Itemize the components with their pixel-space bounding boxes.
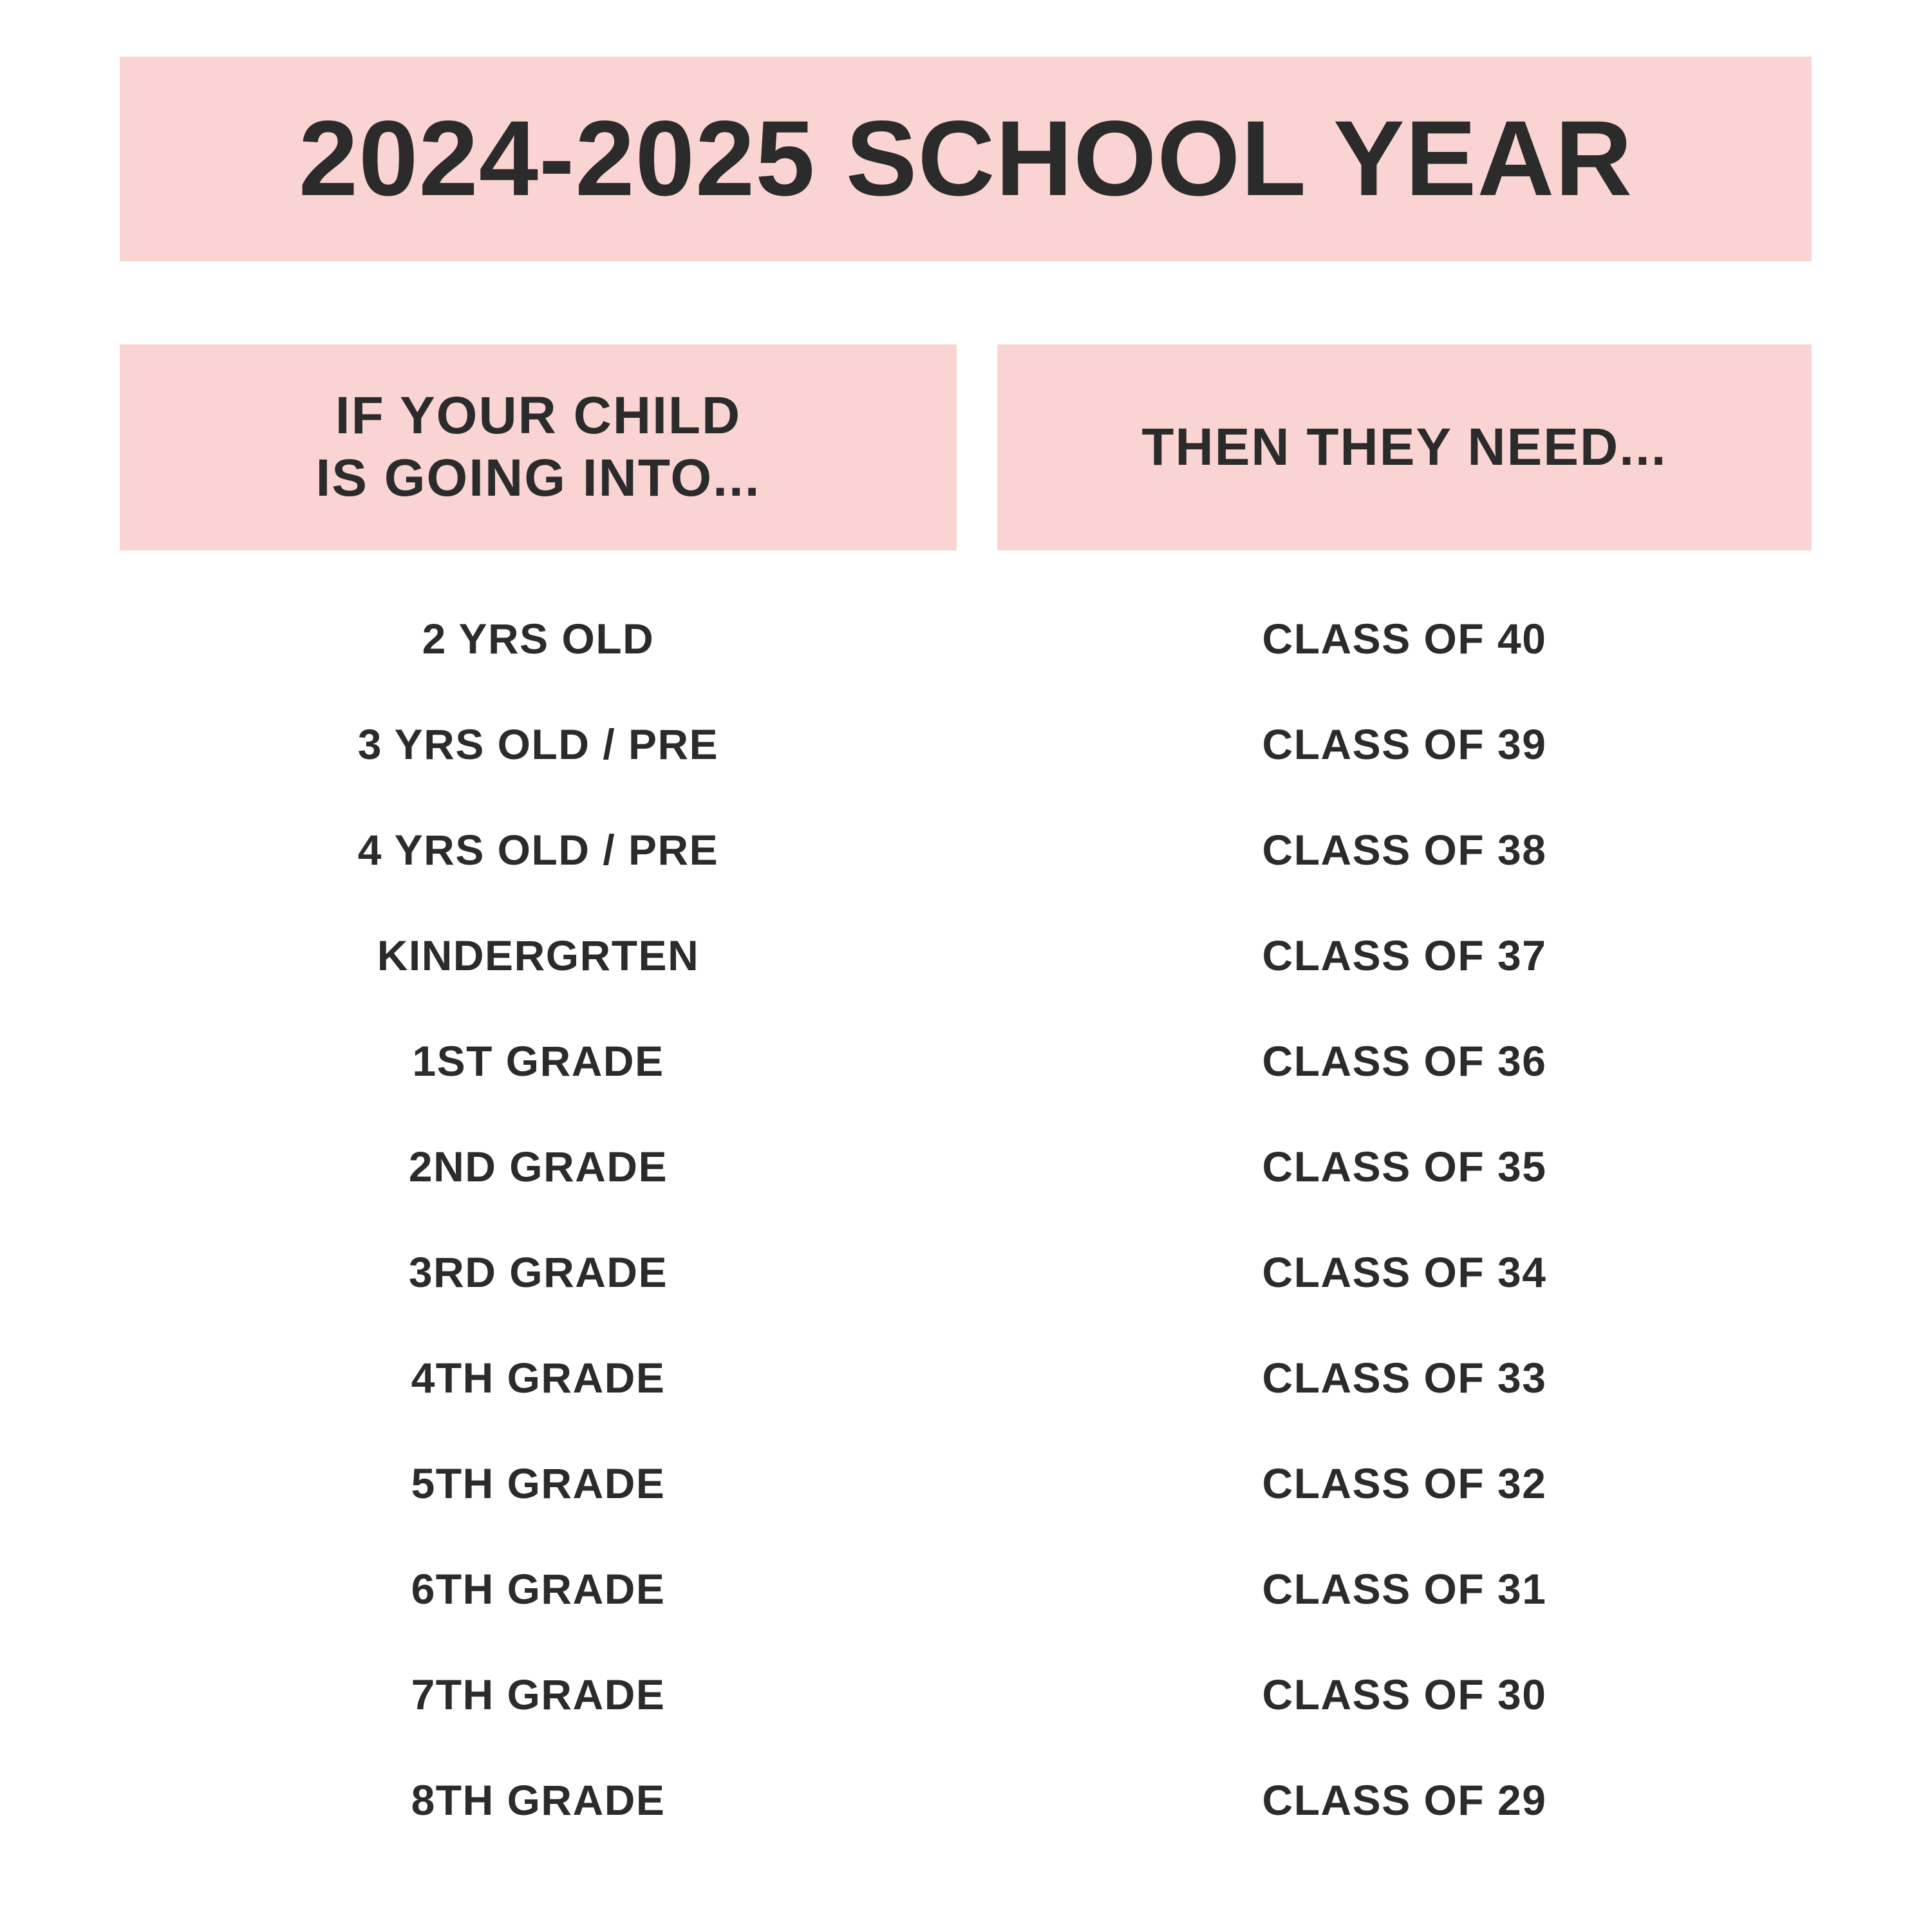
grade-cell: 4TH GRADE [411,1354,666,1402]
table-row [120,1114,1812,1219]
column-header-grade-line2: IS GOING INTO... [315,449,761,507]
page-title: 2024-2025 SCHOOL YEAR [298,99,1633,218]
class-of-cell: CLASS OF 29 [1262,1776,1547,1824]
grade-cell: 8TH GRADE [411,1776,666,1824]
class-of-cell: CLASS OF 31 [1262,1565,1547,1613]
grade-cell: 7TH GRADE [411,1671,666,1718]
class-of-cell: CLASS OF 34 [1262,1248,1547,1296]
table-row [120,586,1812,691]
table-row [120,691,1812,797]
table-row [120,1536,1812,1642]
table-row [120,1325,1812,1430]
class-of-cell: CLASS OF 38 [1262,826,1547,874]
grade-cell: 5TH GRADE [411,1459,666,1507]
column-header-grade-line1: IF YOUR CHILD [335,386,742,445]
class-of-cell: CLASS OF 36 [1262,1037,1547,1085]
class-of-cell: CLASS OF 37 [1262,932,1547,979]
class-of-cell: CLASS OF 30 [1262,1671,1547,1718]
class-of-cell: CLASS OF 35 [1262,1143,1547,1190]
column-header-grade [120,344,957,550]
class-of-cell: CLASS OF 39 [1262,720,1547,768]
column-header-classof [997,344,1812,550]
table-row [120,1642,1812,1747]
grade-class-table [120,586,1812,1853]
column-headers [120,344,1812,550]
table-row [120,797,1812,903]
table-row [120,1219,1812,1325]
table-row [120,1430,1812,1536]
grade-cell: 2 YRS OLD [422,615,655,662]
grade-cell: KINDERGRTEN [377,932,700,979]
class-of-cell: CLASS OF 40 [1262,615,1547,662]
column-header-classof-text: THEN THEY NEED... [1141,417,1667,476]
grade-cell: 1ST GRADE [412,1037,664,1085]
table-row [120,903,1812,1008]
grade-cell: 3 YRS OLD / PRE [357,720,719,768]
table-row [120,1008,1812,1114]
table-row [120,1747,1812,1853]
title-banner [120,57,1812,261]
grade-cell: 4 YRS OLD / PRE [357,826,719,874]
column-header-grade-text [315,385,760,510]
grade-cell: 6TH GRADE [411,1565,666,1613]
class-of-cell: CLASS OF 32 [1262,1459,1547,1507]
grade-cell: 3RD GRADE [408,1248,668,1296]
class-of-cell: CLASS OF 33 [1262,1354,1547,1402]
grade-cell: 2ND GRADE [408,1143,668,1190]
